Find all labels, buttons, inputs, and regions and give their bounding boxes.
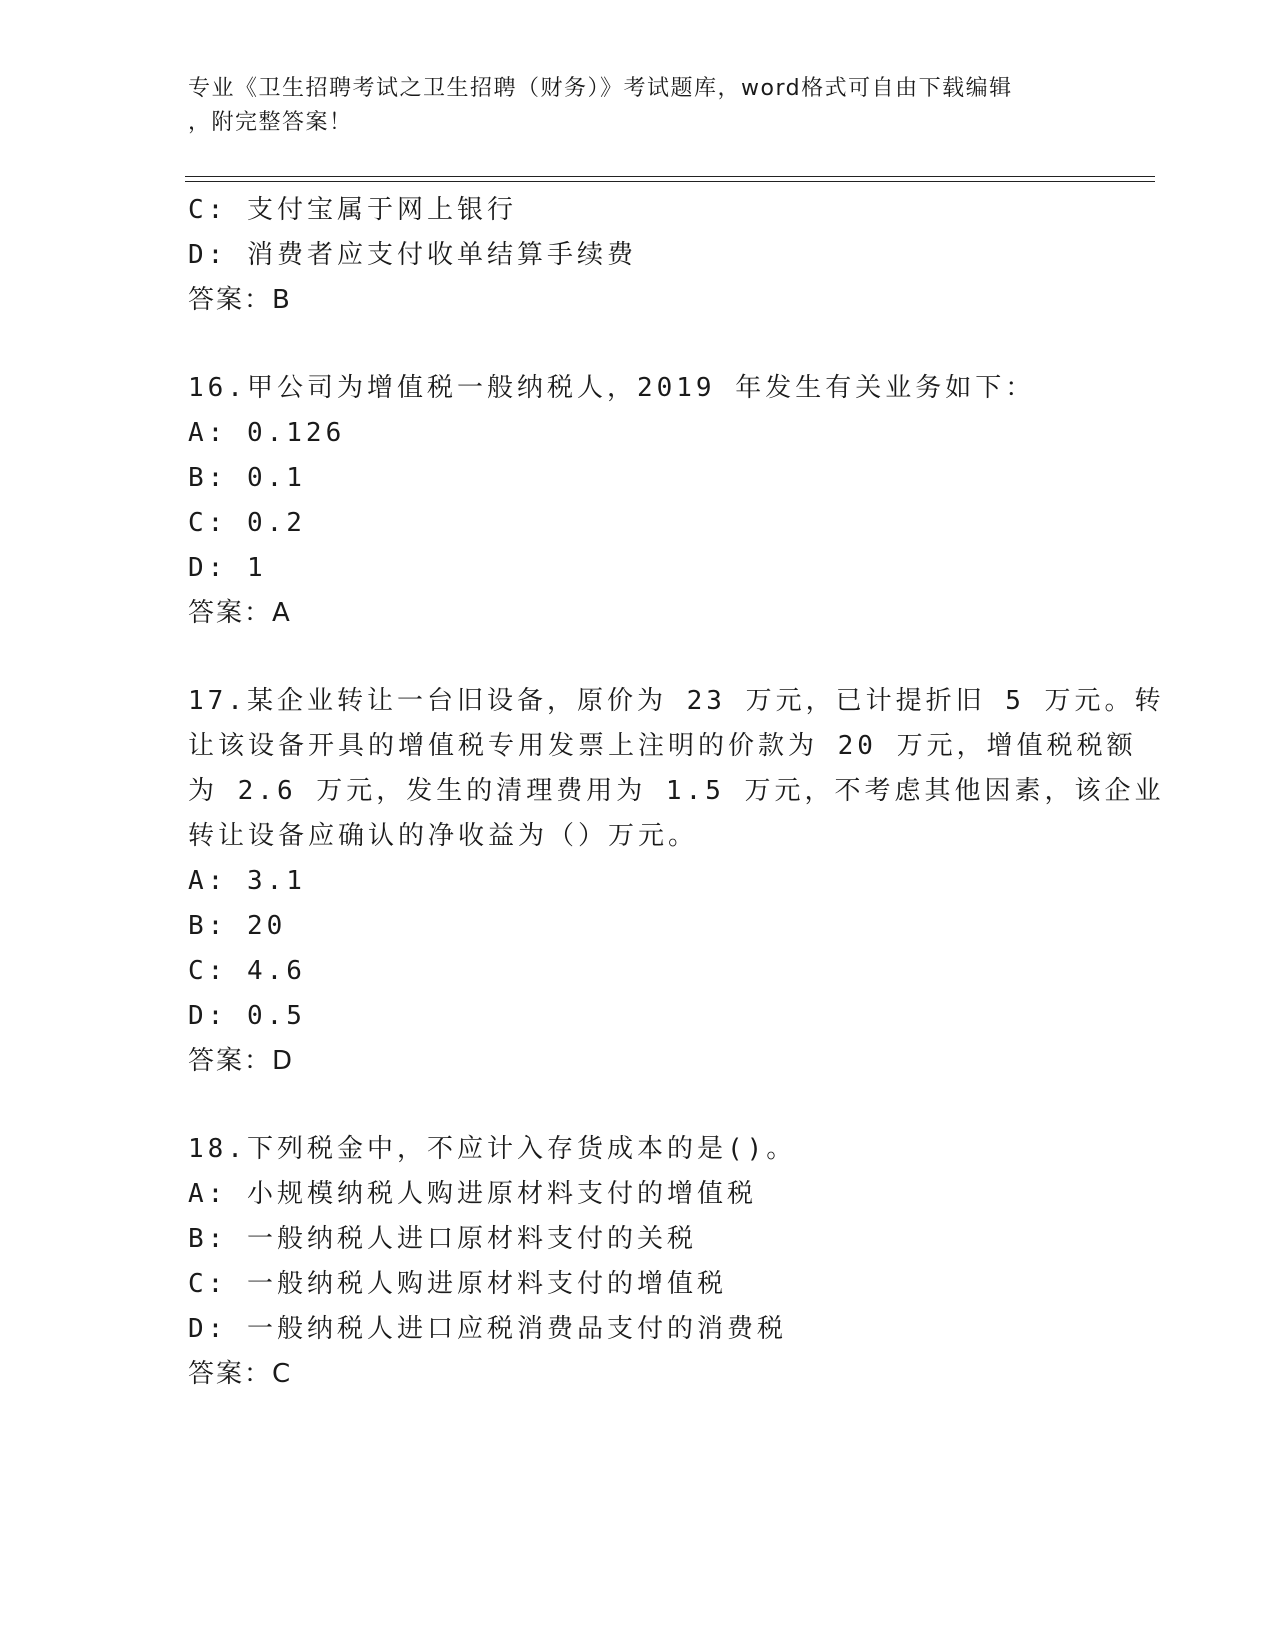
option-c: C: 4.6 (188, 956, 306, 986)
answer-label: 答案：C (188, 1359, 293, 1389)
option-a: A: 3.1 (188, 866, 306, 896)
option-d: D: 消费者应支付收单结算手续费 (188, 240, 637, 270)
question-stem-line-1: 17.某企业转让一台旧设备，原价为 23 万元，已计提折旧 5 万元。转 (188, 686, 1165, 716)
option-c: C: 支付宝属于网上银行 (188, 195, 517, 225)
option-b: B: 20 (188, 911, 287, 941)
option-c: C: 0.2 (188, 508, 306, 538)
option-a: A: 0.126 (188, 418, 346, 448)
question-17 (188, 679, 1165, 1084)
question-15-tail (188, 188, 1088, 323)
option-a: A: 小规模纳税人购进原材料支付的增值税 (188, 1179, 757, 1209)
header-line-2: ，附完整答案！ (188, 110, 353, 135)
question-16 (188, 366, 1088, 636)
header-line-1: 专业《卫生招聘考试之卫生招聘（财务）》考试题库，word格式可自由下载编辑 (188, 76, 1013, 101)
question-stem: 16.甲公司为增值税一般纳税人，2019 年发生有关业务如下： (188, 373, 1036, 403)
question-stem-line-4: 转让设备应确认的净收益为（）万元。 (188, 821, 699, 851)
spacer (188, 1084, 1088, 1127)
answer-label: 答案：B (188, 285, 292, 315)
option-d: D: 一般纳税人进口应税消费品支付的消费税 (188, 1314, 787, 1344)
question-content (188, 188, 1165, 1397)
option-d: D: 0.5 (188, 1001, 306, 1031)
option-c: C: 一般纳税人购进原材料支付的增值税 (188, 1269, 727, 1299)
option-b: B: 一般纳税人进口原材料支付的关税 (188, 1224, 697, 1254)
question-stem-line-2: 让该设备开具的增值税专用发票上注明的价款为 20 万元，增值税税额 (188, 731, 1137, 761)
option-d: D: 1 (188, 553, 267, 583)
answer-label: 答案：A (188, 598, 292, 628)
document-header (188, 72, 1078, 140)
spacer (188, 636, 1088, 679)
question-stem-line-3: 为 2.6 万元，发生的清理费用为 1.5 万元，不考虑其他因素，该企业 (188, 776, 1165, 806)
header-rule-bottom (185, 181, 1155, 182)
spacer (188, 323, 1088, 366)
header-rule-top (185, 176, 1155, 177)
question-stem: 18.下列税金中，不应计入存货成本的是()。 (188, 1134, 797, 1164)
question-18 (188, 1127, 1088, 1397)
option-b: B: 0.1 (188, 463, 306, 493)
answer-label: 答案：D (188, 1046, 295, 1076)
